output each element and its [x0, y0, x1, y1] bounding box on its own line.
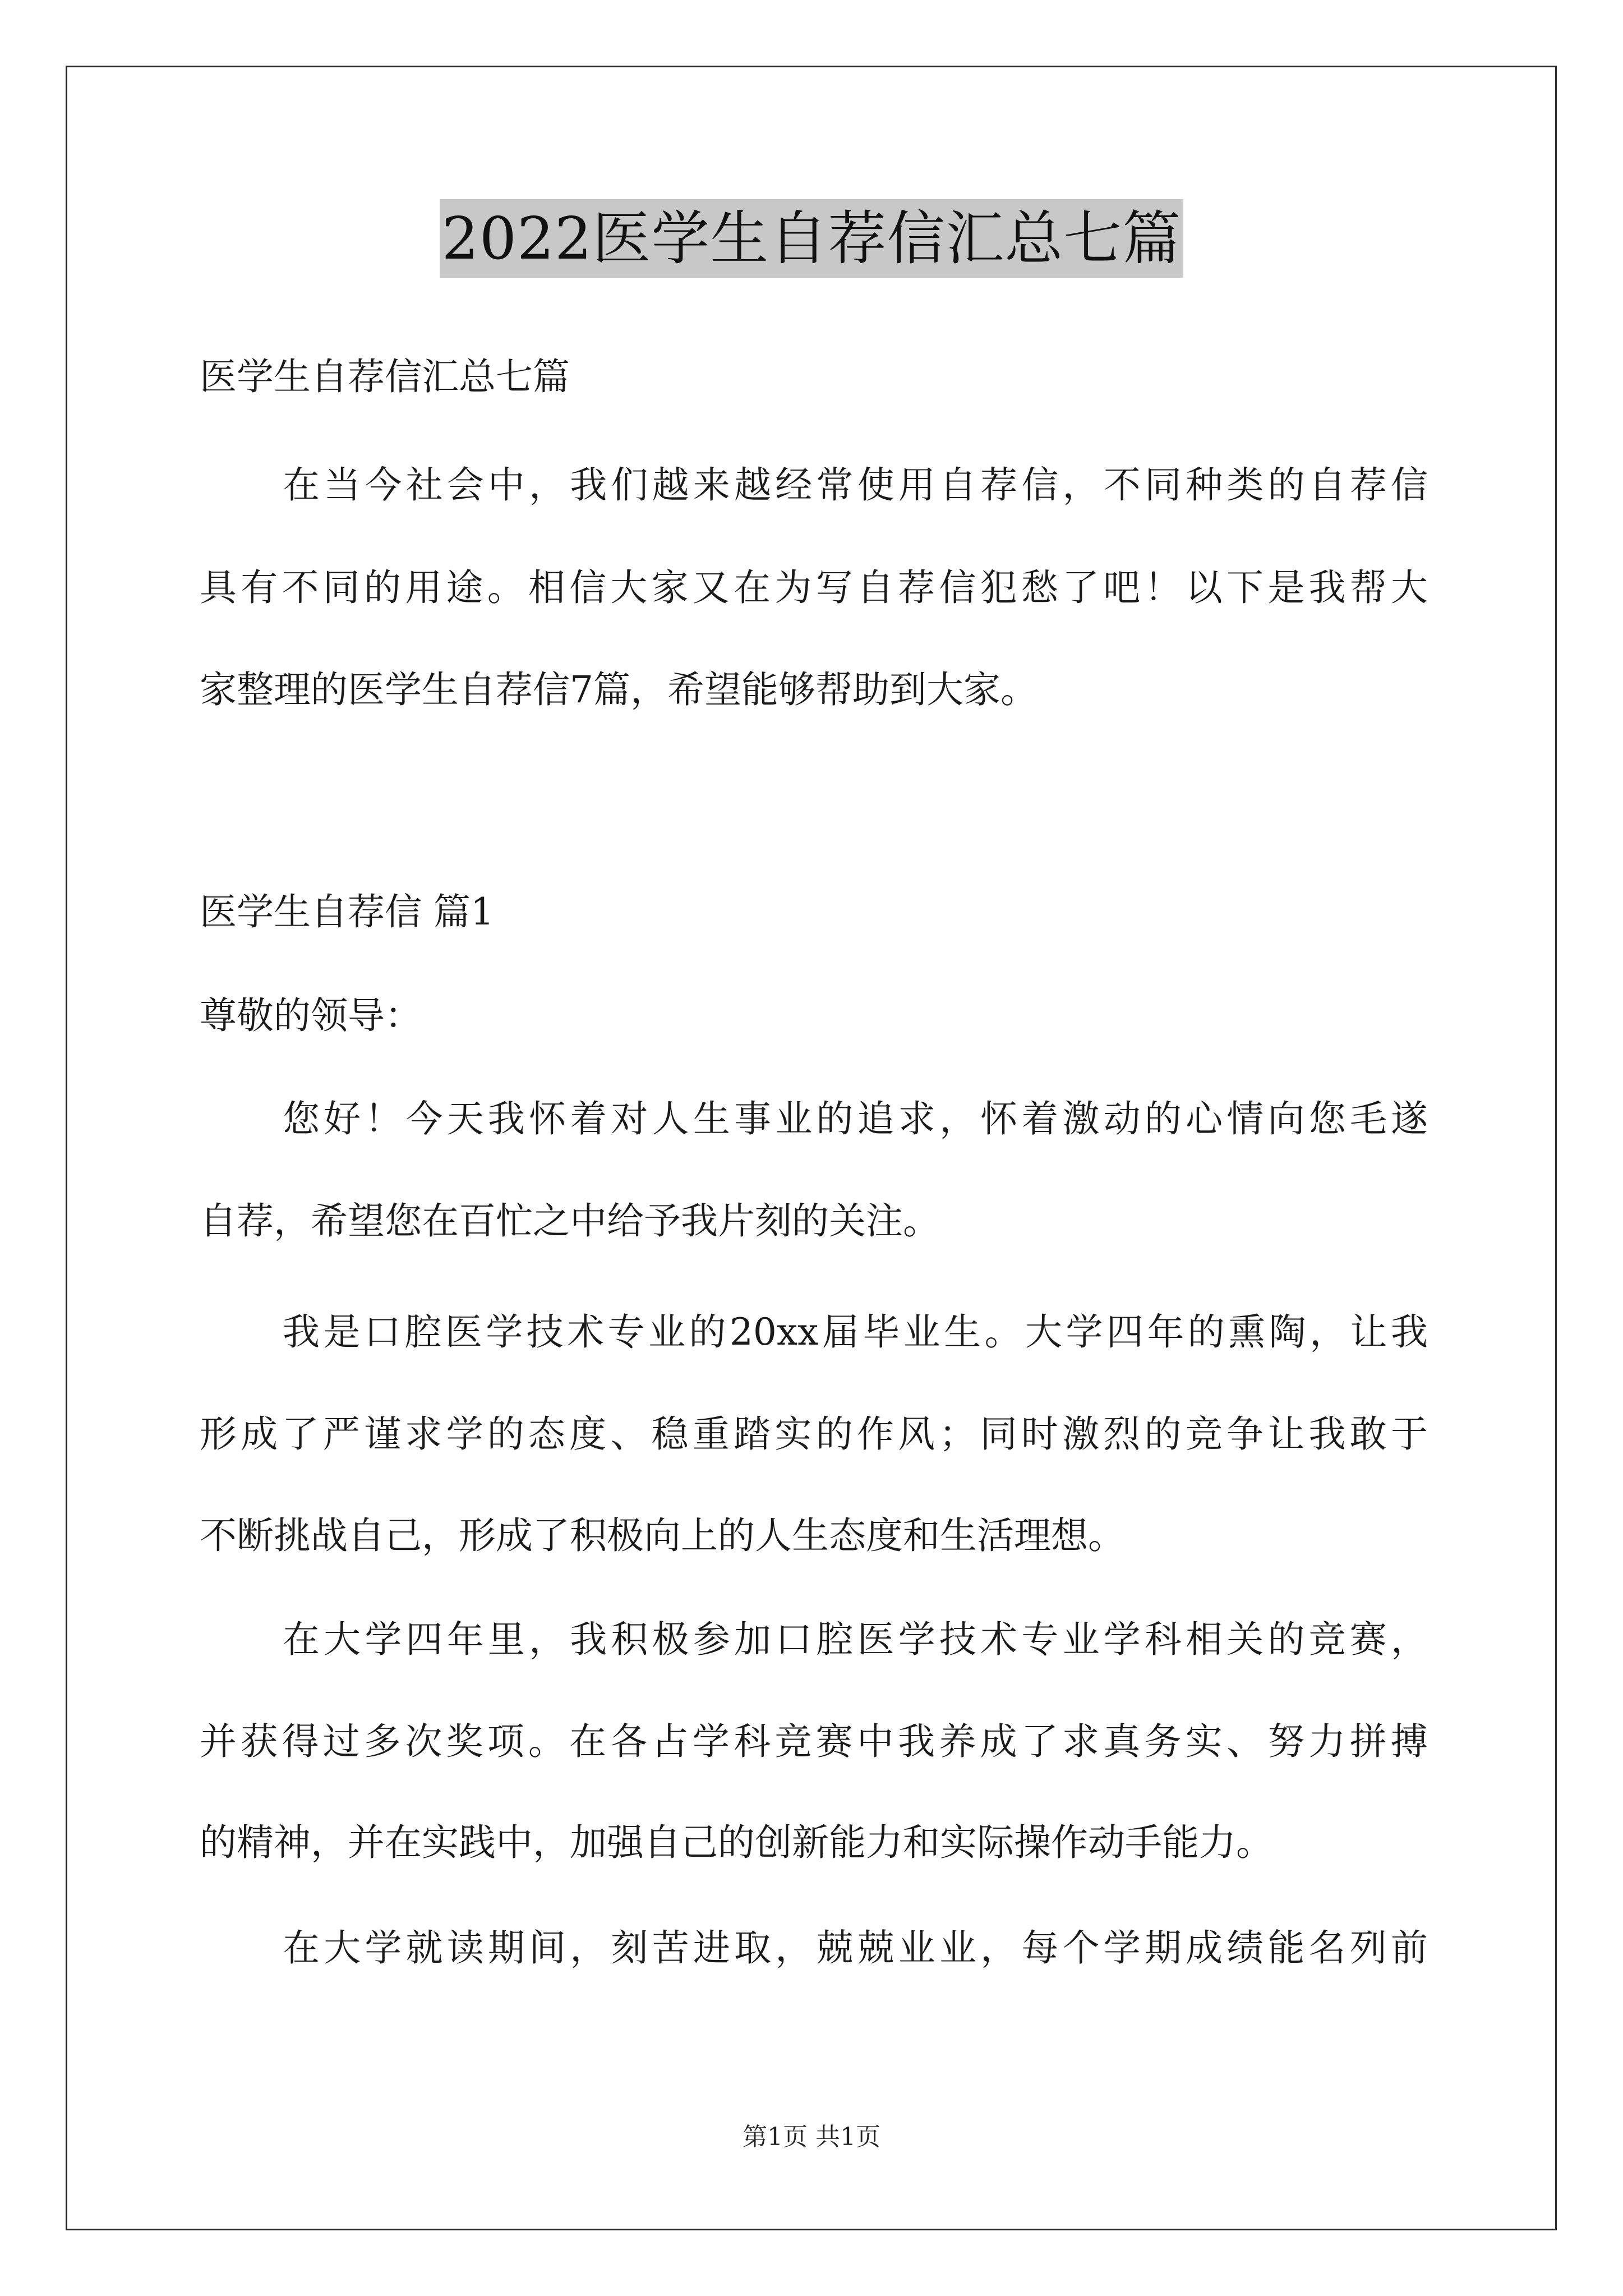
- document-subtitle: 医学生自荐信汇总七篇: [200, 355, 570, 398]
- paragraph-2-line-3: 不断挑战自己，形成了积极向上的人生态度和生活理想。: [200, 1514, 1125, 1557]
- paragraph-2-line-1: 我是口腔医学技术专业的20xx届毕业生。大学四年的熏陶，让我: [283, 1310, 1428, 1354]
- paragraph-4-line-1: 在大学就读期间，刻苦进取，兢兢业业，每个学期成绩能名列前: [283, 1926, 1428, 1970]
- paragraph-3-line-2: 并获得过多次奖项。在各占学科竞赛中我养成了求真务实、努力拼搏: [200, 1720, 1428, 1763]
- page-footer: 第1页 共1页: [743, 2123, 880, 2151]
- intro-line-2: 具有不同的用途。相信大家又在为写自荐信犯愁了吧！以下是我帮大: [200, 566, 1428, 609]
- paragraph-2-line-2: 形成了严谨求学的态度、稳重踏实的作风；同时激烈的竞争让我敢于: [200, 1412, 1428, 1456]
- salutation: 尊敬的领导：: [200, 994, 422, 1037]
- paragraph-3-line-1: 在大学四年里，我积极参加口腔医学技术专业学科相关的竞赛，: [283, 1618, 1428, 1661]
- intro-line-1: 在当今社会中，我们越来越经常使用自荐信，不同种类的自荐信: [283, 463, 1428, 507]
- document-title: 2022医学生自荐信汇总七篇: [440, 199, 1184, 278]
- paragraph-1-line-1: 您好！今天我怀着对人生事业的追求，怀着激动的心情向您毛遂: [283, 1097, 1428, 1140]
- paragraph-3-line-3: 的精神，并在实践中，加强自己的创新能力和实际操作动手能力。: [200, 1821, 1273, 1864]
- intro-line-3: 家整理的医学生自荐信7篇，希望能够帮助到大家。: [200, 668, 1038, 711]
- paragraph-1-line-2: 自荐，希望您在百忙之中给予我片刻的关注。: [200, 1199, 940, 1243]
- section-heading: 医学生自荐信 篇1: [200, 890, 494, 933]
- title-container: [0, 199, 1623, 278]
